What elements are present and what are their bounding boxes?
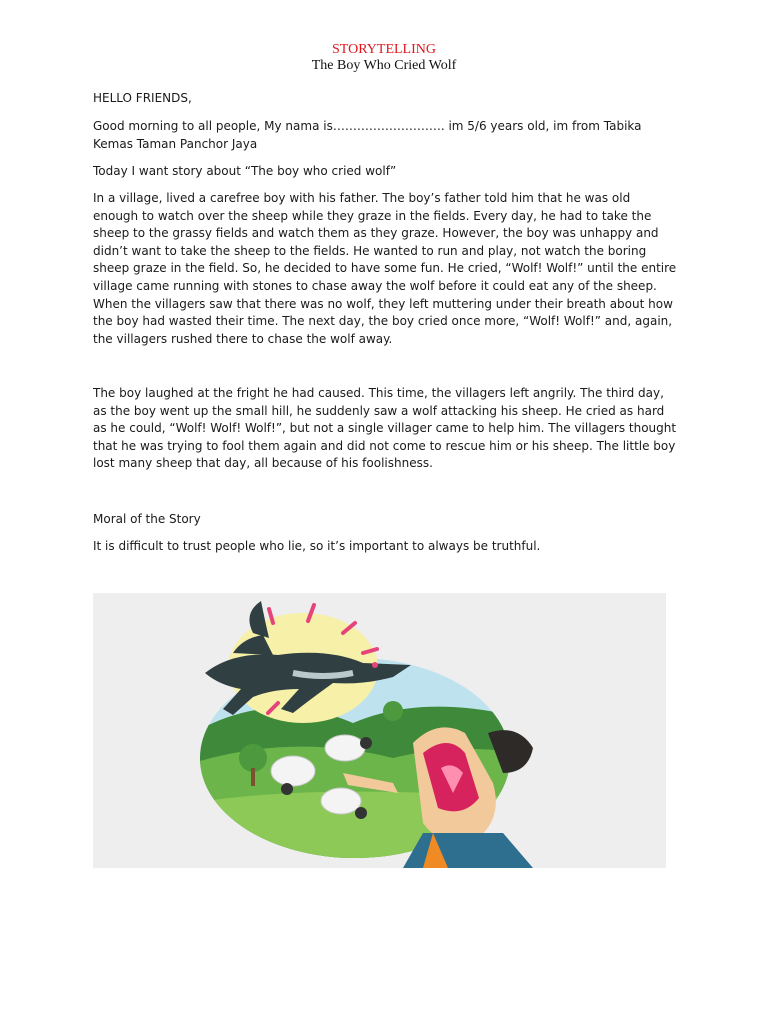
topic-line: Today I want story about “The boy who cried wolf” (93, 164, 397, 178)
intro-paragraph: Good morning to all people, My nama is………………………. im 5/6 years old, im from Tabika Kemas Taman Panchor Jaya (93, 119, 642, 151)
moral-heading: Moral of the Story (93, 512, 201, 526)
story-paragraph-1: In a village, lived a carefree boy with his father. The boy’s father told him that he was old enough to watch over the sheep while they graze in the fields. Every day, he had to take the sheep to the grassy fields and watch them as they graze. However, the boy was unhappy and didn’t want to take the sheep to the fields. He wanted to run and play, not watch the boring sheep graze in the field. So, he decided to have some fun. He cried, “Wolf! Wolf!” until the entire village came running with stones to chase away the wolf before it could eat any of the sheep. When the villagers saw that there was no wolf, they left muttering under their breath about how the boy had wasted their time. The next day, the boy cried once more, “Wolf! Wolf!” and, again, the villagers rushed there to chase the wolf away. (93, 191, 677, 346)
story-paragraph-2: The boy laughed at the fright he had caused. This time, the villagers left angrily. The third day, as the boy went up the small hill, he suddenly saw a wolf attacking his sheep. He cried as hard as he could, “Wolf! Wolf! Wolf!”, but not a single villager came to help him. The villagers thought that he was trying to fool them again and did not come to rescue him or his sheep. The little boy lost many sheep that day, all because of his foolishness. (93, 386, 677, 471)
greeting: HELLO FRIENDS, (93, 91, 192, 105)
moral-text: It is difficult to trust people who lie, so it’s important to always be truthful. (93, 539, 541, 553)
document-subtitle: The Boy Who Cried Wolf (311, 58, 457, 73)
document-title: STORYTELLING (332, 42, 436, 57)
story-illustration (93, 593, 666, 868)
